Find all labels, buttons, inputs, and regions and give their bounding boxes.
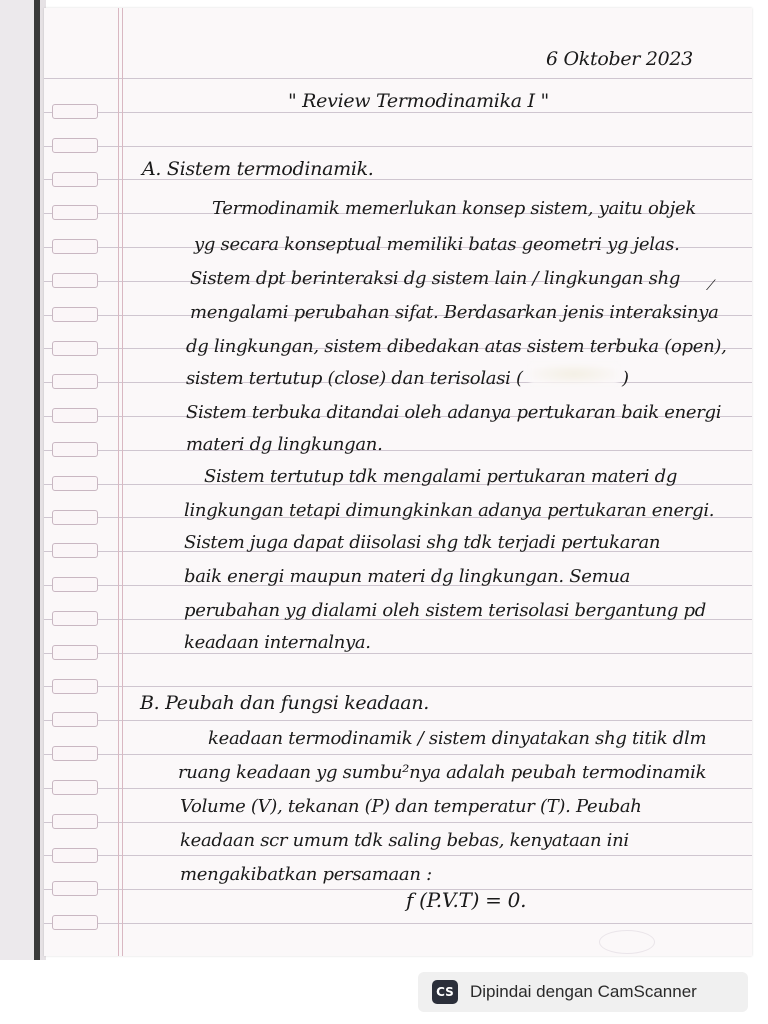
- binder-hole: [52, 205, 98, 220]
- camscanner-label: Dipindai dengan CamScanner: [470, 982, 697, 1001]
- section-b-line: Volume (V), tekanan (P) dan temperatur (T). Peubah: [180, 796, 642, 817]
- note-date: 6 Oktober 2023: [546, 48, 693, 70]
- stray-pen-mark: ⟋: [706, 278, 716, 294]
- section-a-line: Sistem juga dapat diisolasi shg tdk terjadi pertukaran: [184, 532, 661, 553]
- ruled-line: [44, 855, 752, 856]
- binder-hole: [52, 374, 98, 389]
- binder-hole: [52, 746, 98, 761]
- section-a-line: perubahan yg dialami oleh sistem terisolasi bergantung pd: [184, 600, 706, 621]
- section-b-line: keadaan termodinamik / sistem dinyatakan shg titik dlm: [208, 728, 707, 749]
- section-a-line: keadaan internalnya.: [184, 632, 371, 653]
- binder-hole: [52, 679, 98, 694]
- binder-hole: [52, 814, 98, 829]
- margin-line: [118, 8, 119, 956]
- closing-parenthesis: ): [622, 368, 629, 389]
- ruled-line: [44, 923, 752, 924]
- binder-hole: [52, 915, 98, 930]
- margin-line: [122, 8, 123, 956]
- binder-hole: [52, 104, 98, 119]
- ruled-line: [44, 112, 752, 113]
- binder-hole: [52, 408, 98, 423]
- note-title: " Review Termodinamika I ": [288, 90, 549, 112]
- ruled-line: [44, 653, 752, 654]
- section-a-line: dg lingkungan, sistem dibedakan atas sistem terbuka (open),: [186, 336, 727, 357]
- section-a-line: sistem tertutup (close) dan terisolasi (: [186, 368, 523, 389]
- section-b-line: ruang keadaan yg sumbu²nya adalah peubah termodinamik: [178, 762, 707, 783]
- binder-hole: [52, 138, 98, 153]
- ruled-line: [44, 822, 752, 823]
- binder-hole: [52, 712, 98, 727]
- blurred-text-patch: [530, 364, 618, 384]
- section-b-heading: B. Peubah dan fungsi keadaan.: [140, 692, 430, 714]
- section-a-line: lingkungan tetapi dimungkinkan adanya pertukaran energi.: [184, 500, 715, 521]
- faint-show-through: [599, 930, 655, 954]
- binder-hole: [52, 611, 98, 626]
- section-b-line: mengakibatkan persamaan :: [180, 864, 432, 885]
- binder-hole: [52, 510, 98, 525]
- state-equation: f (P.V.T) = 0.: [406, 888, 527, 912]
- section-a-line: mengalami perubahan sifat. Berdasarkan jenis interaksinya: [190, 302, 719, 323]
- binder-hole: [52, 172, 98, 187]
- ruled-line: [44, 788, 752, 789]
- binder-hole: [52, 881, 98, 896]
- section-a-line: Termodinamik memerlukan konsep sistem, yaitu objek: [212, 198, 696, 219]
- binder-hole: [52, 645, 98, 660]
- binder-hole: [52, 239, 98, 254]
- ruled-line: [44, 146, 752, 147]
- section-a-line: Sistem tertutup tdk mengalami pertukaran materi dg: [204, 466, 678, 487]
- section-a-line: materi dg lingkungan.: [186, 434, 383, 455]
- section-a-line: yg secara konseptual memiliki batas geometri yg jelas.: [194, 234, 680, 255]
- binder-hole: [52, 442, 98, 457]
- notebook-page: [44, 8, 752, 956]
- ruled-line: [44, 889, 752, 890]
- ruled-line: [44, 754, 752, 755]
- binder-hole: [52, 307, 98, 322]
- section-a-line: Sistem terbuka ditandai oleh adanya pertukaran baik energi: [186, 402, 722, 423]
- camscanner-logo-icon: CS: [432, 980, 458, 1004]
- camscanner-watermark: [418, 972, 748, 1012]
- binder-hole: [52, 476, 98, 491]
- binder-hole: [52, 341, 98, 356]
- ruled-line: [44, 720, 752, 721]
- section-b-line: keadaan scr umum tdk saling bebas, kenyataan ini: [180, 830, 629, 851]
- section-a-line: baik energi maupun materi dg lingkungan. Semua: [184, 566, 631, 587]
- ruled-line: [44, 686, 752, 687]
- binder-hole: [52, 543, 98, 558]
- binder-hole: [52, 848, 98, 863]
- binder-hole: [52, 577, 98, 592]
- ruled-line: [44, 78, 752, 79]
- section-a-heading: A. Sistem termodinamik.: [142, 158, 374, 180]
- section-a-line: Sistem dpt berinteraksi dg sistem lain / lingkungan shg: [190, 268, 681, 289]
- ruled-line: [44, 450, 752, 451]
- binder-hole: [52, 780, 98, 795]
- binder-hole: [52, 273, 98, 288]
- notebook-binding-edge: [0, 0, 46, 960]
